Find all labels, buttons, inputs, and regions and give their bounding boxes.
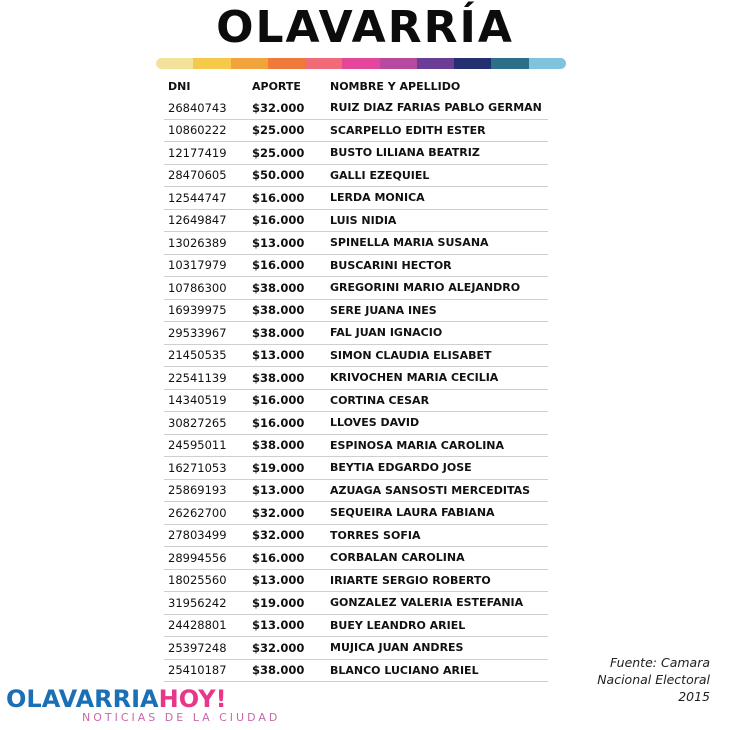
cell-dni: 25869193: [168, 483, 227, 498]
color-stripe-segment: [342, 58, 379, 69]
cell-aporte: $25.000: [252, 145, 305, 160]
cell-aporte: $16.000: [252, 190, 305, 205]
cell-aporte: $38.000: [252, 370, 305, 385]
color-stripe-bar: [156, 58, 566, 69]
cell-nombre: MUJICA JUAN ANDRES: [330, 641, 464, 655]
cell-nombre: SPINELLA MARIA SUSANA: [330, 236, 489, 250]
table-row: [164, 165, 548, 188]
cell-nombre: ESPINOSA MARIA CAROLINA: [330, 438, 505, 452]
cell-nombre: AZUAGA SANSOSTI MERCEDITAS: [330, 483, 531, 497]
cell-aporte: $32.000: [252, 528, 305, 543]
header-nombre: NOMBRE Y APELLIDO: [330, 79, 461, 93]
cell-dni: 10317979: [168, 258, 227, 273]
table-row: [164, 367, 548, 390]
cell-aporte: $32.000: [252, 640, 305, 655]
color-stripe-segment: [417, 58, 454, 69]
logo-part-1: OLAVARRIA: [6, 685, 159, 713]
cell-aporte: $13.000: [252, 483, 305, 498]
cell-aporte: $13.000: [252, 235, 305, 250]
cell-nombre: BUSCARINI HECTOR: [330, 258, 452, 272]
color-stripe-segment: [380, 58, 417, 69]
header-dni: DNI: [168, 79, 191, 93]
table-body: [164, 97, 548, 682]
header-aporte: APORTE: [252, 79, 301, 93]
table-row: [164, 412, 548, 435]
cell-dni: 12544747: [168, 190, 227, 205]
table-row: [164, 97, 548, 120]
table-row: [164, 637, 548, 660]
cell-nombre: BLANCO LUCIANO ARIEL: [330, 663, 479, 677]
cell-dni: 22541139: [168, 370, 227, 385]
table-row: [164, 660, 548, 683]
table-row: [164, 435, 548, 458]
cell-aporte: $16.000: [252, 258, 305, 273]
table-row: [164, 502, 548, 525]
color-stripe-segment: [454, 58, 491, 69]
cell-aporte: $16.000: [252, 550, 305, 565]
source-line-3: 2015: [678, 689, 710, 704]
cell-aporte: $25.000: [252, 123, 305, 138]
cell-nombre: GONZALEZ VALERIA ESTEFANIA: [330, 596, 524, 610]
cell-dni: 16939975: [168, 303, 227, 318]
table-row: [164, 142, 548, 165]
table-row: [164, 592, 548, 615]
cell-dni: 25397248: [168, 640, 227, 655]
table-row: [164, 277, 548, 300]
cell-aporte: $38.000: [252, 280, 305, 295]
table-row: [164, 615, 548, 638]
table-row: [164, 570, 548, 593]
cell-aporte: $32.000: [252, 505, 305, 520]
cell-nombre: FAL JUAN IGNACIO: [330, 326, 443, 340]
cell-dni: 18025560: [168, 573, 227, 588]
cell-nombre: BUSTO LILIANA BEATRIZ: [330, 146, 480, 160]
olavarria-hoy-logo: [6, 686, 280, 724]
table-row: [164, 187, 548, 210]
source-line-2: Nacional Electoral: [597, 672, 710, 687]
cell-nombre: SERE JUANA INES: [330, 303, 437, 317]
cell-dni: 26262700: [168, 505, 227, 520]
table-row: [164, 232, 548, 255]
cell-nombre: LUIS NIDIA: [330, 213, 397, 227]
cell-nombre: CORBALAN CAROLINA: [330, 551, 465, 565]
cell-dni: 26840743: [168, 100, 227, 115]
cell-dni: 16271053: [168, 460, 227, 475]
cell-nombre: SIMON CLAUDIA ELISABET: [330, 348, 492, 362]
color-stripe-segment: [305, 58, 342, 69]
cell-nombre: SCARPELLO EDITH ESTER: [330, 123, 486, 137]
cell-nombre: GREGORINI MARIO ALEJANDRO: [330, 281, 521, 295]
table-row: [164, 457, 548, 480]
table-row: [164, 525, 548, 548]
cell-aporte: $13.000: [252, 348, 305, 363]
cell-nombre: GALLI EZEQUIEL: [330, 168, 430, 182]
table-row: [164, 345, 548, 368]
table-row: [164, 210, 548, 233]
cell-dni: 12177419: [168, 145, 227, 160]
cell-dni: 28470605: [168, 168, 227, 183]
cell-aporte: $32.000: [252, 100, 305, 115]
color-stripe-segment: [268, 58, 305, 69]
cell-nombre: LERDA MONICA: [330, 191, 425, 205]
logo-part-2: HOY!: [158, 685, 227, 713]
cell-dni: 27803499: [168, 528, 227, 543]
cell-aporte: $50.000: [252, 168, 305, 183]
cell-nombre: TORRES SOFIA: [330, 528, 421, 542]
cell-dni: 14340519: [168, 393, 227, 408]
source-line-1: Fuente: Camara: [609, 655, 710, 670]
color-stripe-segment: [491, 58, 528, 69]
logo-tagline: NOTICIAS DE LA CIUDAD: [82, 711, 281, 724]
cell-aporte: $38.000: [252, 438, 305, 453]
color-stripe-segment: [529, 58, 566, 69]
cell-aporte: $16.000: [252, 213, 305, 228]
cell-nombre: BUEY LEANDRO ARIEL: [330, 618, 466, 632]
cell-dni: 24595011: [168, 438, 227, 453]
cell-aporte: $38.000: [252, 663, 305, 678]
cell-dni: 30827265: [168, 415, 227, 430]
table-row: [164, 547, 548, 570]
source-note: [597, 654, 710, 705]
cell-nombre: CORTINA CESAR: [330, 393, 430, 407]
color-stripe-segment: [231, 58, 268, 69]
cell-aporte: $19.000: [252, 595, 305, 610]
cell-aporte: $16.000: [252, 415, 305, 430]
cell-dni: 10860222: [168, 123, 227, 138]
cell-aporte: $13.000: [252, 573, 305, 588]
color-stripe-segment: [193, 58, 230, 69]
cell-aporte: $13.000: [252, 618, 305, 633]
table-row: [164, 390, 548, 413]
cell-dni: 13026389: [168, 235, 227, 250]
table-row: [164, 322, 548, 345]
page-title: OLAVARRÍA: [216, 2, 514, 53]
table-header: [164, 75, 548, 97]
cell-aporte: $16.000: [252, 393, 305, 408]
contributions-table: [164, 75, 548, 682]
cell-nombre: SEQUEIRA LAURA FABIANA: [330, 506, 495, 520]
table-row: [164, 480, 548, 503]
table-row: [164, 300, 548, 323]
cell-aporte: $19.000: [252, 460, 305, 475]
cell-dni: 28994556: [168, 550, 227, 565]
cell-dni: 31956242: [168, 595, 227, 610]
color-stripe-segment: [156, 58, 193, 69]
cell-dni: 25410187: [168, 663, 227, 678]
cell-dni: 10786300: [168, 280, 227, 295]
cell-nombre: RUIZ DIAZ FARIAS PABLO GERMAN: [330, 101, 542, 115]
cell-aporte: $38.000: [252, 325, 305, 340]
cell-dni: 29533967: [168, 325, 227, 340]
logo-wordmark: [6, 686, 280, 712]
table-row: [164, 255, 548, 278]
cell-nombre: KRIVOCHEN MARIA CECILIA: [330, 371, 499, 385]
cell-dni: 12649847: [168, 213, 227, 228]
cell-nombre: BEYTIA EDGARDO JOSE: [330, 461, 472, 475]
cell-dni: 21450535: [168, 348, 227, 363]
cell-dni: 24428801: [168, 618, 227, 633]
cell-nombre: LLOVES DAVID: [330, 416, 420, 430]
cell-nombre: IRIARTE SERGIO ROBERTO: [330, 573, 491, 587]
table-row: [164, 120, 548, 143]
cell-aporte: $38.000: [252, 303, 305, 318]
